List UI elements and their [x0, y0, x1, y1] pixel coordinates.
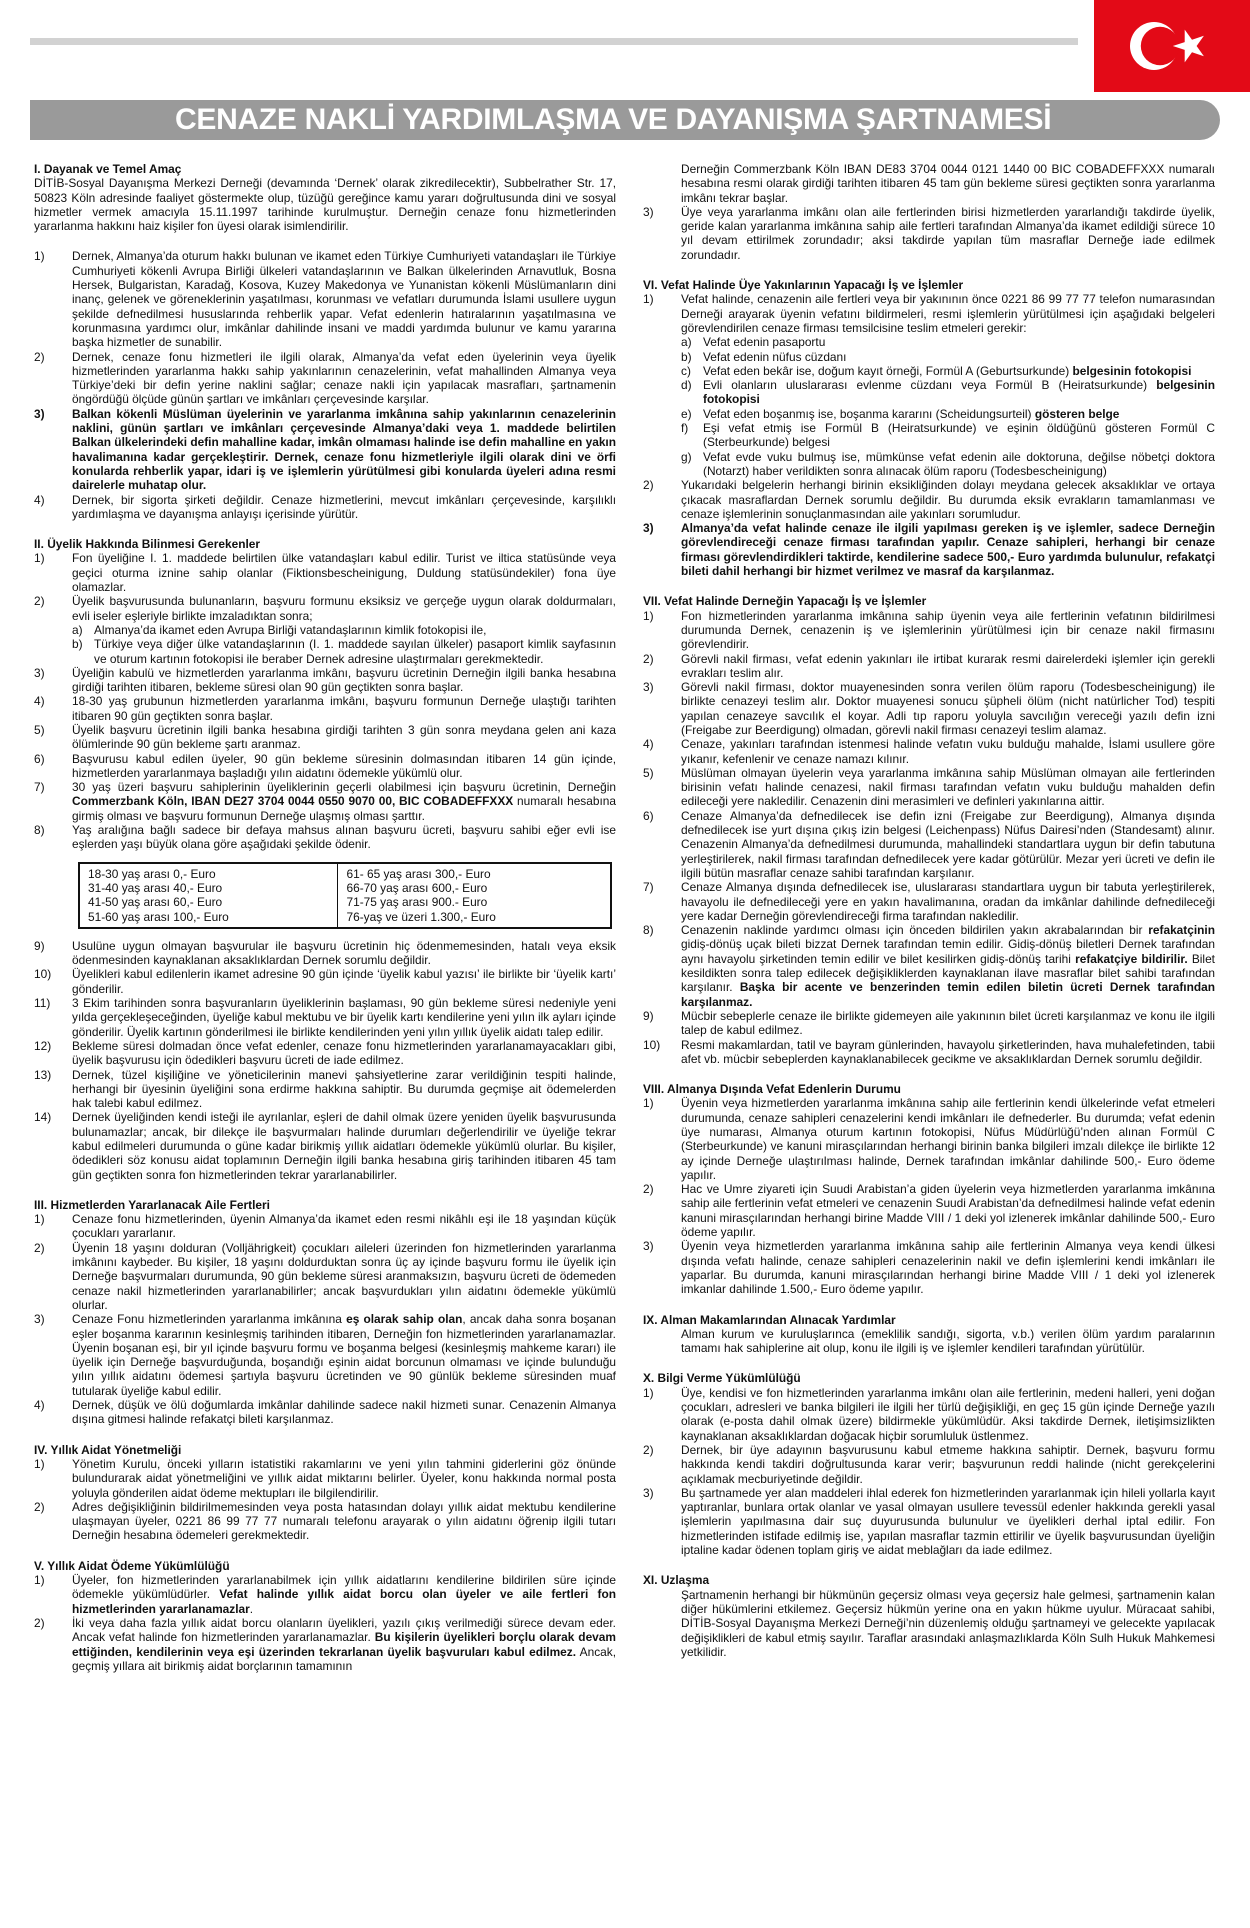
- page-title: CENAZE NAKLİ YARDIMLAŞMA VE DAYANIŞMA ŞARTNAMESİ: [175, 103, 1052, 136]
- sub-list: [34, 623, 616, 666]
- list-item: 1) Üyenin veya hizmetlerden yararlanma imkânına sahip aile fertlerinin kendi ülkelerinde vefat etmeleri durumunda, cenaze sahipleri cenazelerini kendi imkânları ile defnederler. Bu durumda; vefat edenin üye numarası, Almanya oturum kartının fotokopisi, Nüfus Müdürlüğü’nden alınan Formül C (Sterbeurkunde) ve kanuni mirasçılarından herhangi birinin banka bilgileri imzalı dilekçe ile birlikte 12 ay içinde Derneğe ulaştırılması halinde, Dernek tarafından imkânlar dahilinde 500,- Euro ödeme yapılır.: [643, 1096, 1215, 1182]
- list-item: 1) Üye, kendisi ve fon hizmetlerinden yararlanma imkânı olan aile fertlerinin, medeni halleri, yeni doğan çocukları, adresleri ve banka bilgileri ile ilgili her türlü değişikliği, en geç 15 gün içinde Derneğe yazılı olarak (e-posta dahil olmak üzere) bildirmekle yükümlüdür. Aksi takdirde Dernek, iletişimsizlikten kaynaklanan aksaklıklardan doğacak hiçbir sorumluluk üstlenmez.: [643, 1385, 1215, 1443]
- sub-list: [643, 335, 1215, 478]
- list-item-continued: Derneğin Commerzbank Köln IBAN DE83 3704 0044 0121 1440 00 BIC COBADEFFXXX numaralı hesabına resmi olarak girdiği tarihten itibaren 45 tam gün bekleme süresi geçtikten sonra yararlanma imkânı tekrar başlar.: [681, 162, 1215, 205]
- list-item: 4) 18-30 yaş grubunun hizmetlerden yararlanma imkânı, başvuru formunun Derneğe ulaştığı tarihten itibaren 90 gün geçtikten sonra başlar.: [34, 694, 616, 723]
- list-item: 3) Üyeliğin kabulü ve hizmetlerden yararlanma imkânı, başvuru ücretinin Derneğin ilgili banka hesabına girdiği tarihten itibaren, bekleme süresi olan 90 gün geçtikten sonra başlar.: [34, 665, 616, 695]
- section-title: X. Bilgi Verme Yükümlülüğü: [643, 1371, 801, 1386]
- section-title: IV. Yıllık Aidat Yönetmeliği: [34, 1442, 182, 1457]
- sub-item: c) Vefat eden bekâr ise, doğum kayıt örneği, Formül A (Geburtsurkunde) belgesinin fotokopisi: [681, 363, 1192, 378]
- list-item: 14) Dernek üyeliğinden kendi isteği ile ayrılanlar, eşleri de dahil olmak üzere yeniden üyelik başvurusunda bulunamazlar; ancak, bir dilekçe ile başvurmaları halinde durumları değerlendirilir ve üyeliğe tekrar kabul edilmeleri durumunda o güne kadar birikmiş yıllık aidatları ödemekle yükümlü olurlar. Bu kişiler, ödedikleri söz konusu aidat toplamının Derneğin ilgili banka hesabına giriş tarihinden itibaren 45 tam gün geçtikten sonra fon hizmetlerinden tekrar yararlanabilirler.: [34, 1110, 616, 1182]
- section-title: VI. Vefat Halinde Üye Yakınlarının Yapacağı İş ve İşlemler: [643, 278, 964, 293]
- list-item: 5) Müslüman olmayan üyelerin veya yararlanma imkânına sahip Müslüman olmayan aile fertlerinden birisinin vefatı halinde cenazesi, nakil firması tarafından vefatın vuku bulduğu mahalden defin edileceği yere nakledilir. Cenazenin dini merasimleri ve definleri yakınlarına aittir.: [643, 765, 1215, 809]
- fee-column-right: 61- 65 yaş arası 300,- Euro 66-70 yaş arası 600,- Euro 71-75 yaş arası 900.- Euro 76-yaş ve üzeri 1.300,- Euro: [338, 863, 611, 928]
- list-item: 7) Cenaze Almanya dışında defnedilecek ise, uluslararası standartlara uygun bir tabuta yerleştirilerek, havayolu ile defnedileceği yere en yakın havalimanına, oradan da imkânlar dahilinde defnedileceği yere kadar Derneğin görevlendireceği firma tarafından nakledilir.: [643, 880, 1215, 923]
- list-item: 13) Dernek, tüzel kişiliğine ve yöneticilerinin manevi şahsiyetlerine zarar verildiğinin tespiti halinde, herhangi bir üyesinin üyeliğini sona erdirme hakkına sahiptir. Bu durumda geçmişe ait ödemelerden hak talebi kabul edilmez.: [34, 1067, 616, 1111]
- list-item: 12) Bekleme süresi dolmadan önce vefat edenler, cenaze fonu hizmetlerinden yararlanamayacakları gibi, üyelik başvurusu için ödedikleri başvuru ücreti de iade edilmez.: [34, 1038, 616, 1068]
- list-item: 11) 3 Ekim tarihinden sonra başvuranların üyeliklerinin başlaması, 90 gün bekleme süresi nedeniyle yeni yılda gerçekleşeceğinden, üyeliğe kabul mektubu ve bir üyelik kartı kendilerine yeni yılın ilk ayları içinde gönderilir. Üyelik kartının gönderilmesi ile birlikte kendilerinden yeni yılın yıllık üyelik aidatı talep edilir.: [34, 996, 616, 1039]
- right-column: [643, 162, 1215, 1659]
- list-item: 10) Resmi makamlardan, tatil ve bayram günlerinden, havayolu şirketlerinden, hava muhalefetinden, tabii afet vb. mücbir sebeplerden kaynaklanabilecek gecikme ve aksaklıklardan Dernek sorumlu değildir.: [643, 1037, 1215, 1066]
- list-item: 3) Görevli nakil firması, doktor muayenesinden sonra verilen ölüm raporu (Todesbescheinigung) ile birlikte cenazeyi teslim alır. Doktor muayenesi sonucu şüpheli ölüm (nicht natürlicher Tod) tespiti yapılan cenazeye savcılık el koyar. Adli tıp raporu yoluyla savcılığın vereceği yazılı defin izni (Freigabe zur Beerdigung) olmadan, görevli nakil firması cenazeyi teslim alamaz.: [643, 680, 1215, 737]
- section-title: XI. Uzlaşma: [643, 1573, 710, 1588]
- section-title: III. Hizmetlerden Yararlanacak Aile Fertleri: [34, 1197, 270, 1212]
- left-column: [34, 162, 616, 1673]
- sub-item: b) Vefat edenin nüfus cüzdanı: [681, 349, 847, 364]
- list-item: 3) Üyenin veya hizmetlerden yararlanma imkânına sahip aile fertlerinin Almanya veya kendi ülkesi dışında vefatı halinde, cenaze sahipleri cenazelerinin nakil ve defin işlemlerini kendi imkânları ile yaparlar. Bu durumda, kanuni mirasçılarından herhangi birine Madde VIII / 1 deki yol izlenerek imkanlar dahilinde 1.500,- Euro ödeme yapılır.: [643, 1239, 1215, 1297]
- list-item: 2) Adres değişikliğinin bildirilmemesinden veya posta hatasından dolayı yıllık aidat mektubu kendilerine ulaşmayan üyeler, 0221 86 99 77 77 numaralı telefonu arayarak o yılın aidatını öğrenip ilgili tutarı Derneğin hesabına ödemeleri gerekmektedir.: [34, 1499, 616, 1543]
- list-item: 3) Bu şartnamede yer alan maddeleri ihlal ederek fon hizmetlerinden yararlanmak için hileli yollarla kayıt yaptıranlar, bunlara ortak olanlar ve yasal olmayan usullere tevessül edenler hakkında gerekli yasal işlemlerin yapılmasına dair suç duyurusunda bulunulur ve üyelikleri derhal iptal edilir. Fon hizmetlerinden istifade edilmiş ise, yapılan masraflar tazmin ettirilir ve üyelik başvurusundan üyeliğin iptaline kadar ödenen toplam giriş ve aidat meblağları da iade edilmez.: [643, 1485, 1215, 1558]
- sub-item: b) Türkiye veya diğer ülke vatandaşlarının (I. 1. maddede sayılan ülkeler) pasaport kimlik sayfasının ve oturum kartının fotokopisi ile beraber Dernek adresine ulaştırmaları gerekmektedir.: [72, 637, 616, 666]
- top-rule: [30, 38, 1078, 45]
- list-item: 8) Yaş aralığına bağlı sadece bir defaya mahsus alınan başvuru ücreti, başvuru sahibi eğer evli ise eşlerden yaşı büyük olana göre aşağıdaki şekilde ödenir.: [34, 823, 616, 852]
- sub-item: f) Eşi vefat etmiş ise Formül B (Heiratsurkunde) ve eşinin öldüğünü gösteren Formül C (Sterbeurkunde) belgesi: [681, 421, 1215, 450]
- list-item: 2) İki veya daha fazla yıllık aidat borcu olanların üyelikleri, yazılı çıkış verilmediği sürece devam eder. Ancak vefat halinde fon hizmetlerinden yararlanamazlar. Bu kişilerin üyelikleri borçlu olarak devam ettiğinden, kendilerinin veya eşi üzerinden tekrarlanan üyelik başvuruları kabul edilmez. Ancak, geçmiş yıllara ait birikmiş aidat borçlarının tamamının: [34, 1615, 616, 1673]
- turkish-flag-icon: [1094, 0, 1250, 92]
- list-item: 5) Üyelik başvuru ücretinin ilgili banka hesabına girdiği tarihten 3 gün sonra meydana gelen ani kaza ölümlerinde 90 gün bekleme şartı aranmaz.: [34, 722, 616, 752]
- section-title: VIII. Almanya Dışında Vefat Edenlerin Durumu: [643, 1082, 901, 1097]
- list-item: 2) Dernek, bir üye adayının başvurusunu kabul etmeme hakkına sahiptir. Dernek, başvuru formu hakkında kendi takdiri doğrultusunda karar verir; başvurunun reddi halinde (nicht gerekçelerini açıklamak mecburiyetinde değildir.: [643, 1442, 1215, 1486]
- fee-table: [78, 862, 612, 929]
- list-item: 1) Üyeler, fon hizmetlerinden yararlanabilmek için yıllık aidatlarını kendilerine bildirilen süre içinde ödemekle yükümlüdürler. Vefat halinde yıllık aidat borcu olan üyeler ve aile fertleri fon hizmetlerinden yararlanamazlar.: [34, 1573, 616, 1616]
- list-item: 2) Üyenin 18 yaşını dolduran (Volljährigkeit) çocukları aileleri üzerinden fon hizmetlerinden yararlanma imkânını kaybeder. Bu kişiler, 18 yaşını doldurduktan sonra üç ay içinde başvuru formu ile üyelik için Derneğe başvurmaları durumunda, 90 gün bekleme süresi aranmaksızın, başvuru ücreti de ödemeden cenaze nakil hizmetlerinden yararlanabilirler; ancak başvurdukları yılın aidatını ödemekle yükümlü olurlar.: [34, 1240, 616, 1312]
- list-item: 2) Hac ve Umre ziyareti için Suudi Arabistan’a giden üyelerin veya hizmetlerden yararlanma imkânına sahip aile fertlerinin vefat etmeleri ve cenazenin Suudi Arabistan’da defnedilmesi halinde vefat edenin kanuni mirasçılarından herhangi birine Madde VIII / 1 deki yol izlenerek imkânlar dahilinde 500,- Euro ödeme yapılır.: [643, 1182, 1215, 1240]
- sub-item: e) Vefat eden boşanmış ise, boşanma kararını (Scheidungsurteil) gösteren belge: [681, 406, 1120, 421]
- list-item: 3) Üye veya yararlanma imkânı olan aile fertlerinden birisi hizmetlerden yararlandığı takdirde üyelik, geride kalan yararlanma imkânına sahip aile fertleri tarafından Almanya’da ikamet edildiği sürece 10 yıl devam ettirilmek zorundadır; aksi takdirde yapılan tüm masraflar Derneğe iade edilmek zorundadır.: [643, 204, 1215, 262]
- paragraph: DİTİB-Sosyal Dayanışma Merkezi Derneği (devamında ‘Dernek’ olarak zikredilecektir), Subbelrather Str. 17, 50823 Köln adresinde faaliyet göstermekte olup, tüzüğü gereğince kamu yararı doğrultusunda dini ve sosyal hizmetler vermek amacıyla 15.11.1997 tarihinde kurulmuştur. Derneğin cenaze fonu hizmetlerinden yararlanma hakkını haiz kişiler fon üyesi olarak isimlendirilir.: [34, 176, 616, 234]
- list-item: 2) Görevli nakil firması, vefat edenin yakınları ile irtibat kurarak resmi dairelerdeki işlemler için gerekli evrakları teslim alır.: [643, 651, 1215, 680]
- section-title: I. Dayanak ve Temel Amaç: [34, 162, 182, 176]
- section-title: II. Üyelik Hakkında Bilinmesi Gerekenler: [34, 537, 261, 552]
- list-item: 1) Fon üyeliğine I. 1. maddede belirtilen ülke vatandaşları kabul edilir. Turist ve iltica statüsünde veya geçici oturma iznine sahip olanlar (Fiktionsbescheinigung, Duldung statüsündekiler) fona üye olamazlar.: [34, 551, 616, 595]
- list-item: 3) Cenaze Fonu hizmetlerinden yararlanma imkânına eş olarak sahip olan, ancak daha sonra boşanan eşler boşanma kararının kesinleşmiş tarihinden itibaren, Derneğin fon hizmetlerinden yararlanamazlar. Üyenin boşanan eşi, bir yıl içinde başvuru formu ve boşanma belgesi (kesinleşmiş mahkeme kararı) ile üyelik için Derneğe başvurduğunda, boşandığı eşinin aidat borcunun olmaması ve içinde bulunduğu yılın yıllık aidatını ödemesi şartıyla başvuru ücretinden ve 90 günlük bekleme süresinden muaf tutularak üyeliğe kabul edilir.: [34, 1312, 616, 1398]
- list-item: 7) 30 yaş üzeri başvuru sahiplerinin üyeliklerinin geçerli olabilmesi için başvuru ücretinin, Derneğin Commerzbank Köln, IBAN DE27 3704 0044 0550 9070 00, BIC COBADEFFXXX numaralı hesabına girmiş olması ve başvuru formunun Derneğe ulaşmış olması şarttır.: [34, 780, 617, 823]
- list-item: 1) Cenaze fonu hizmetlerinden, üyenin Almanya’da ikamet eden resmi nikâhlı eşi ile 18 yaşından küçük çocukları yararlanır.: [34, 1212, 616, 1241]
- section-title: VII. Vefat Halinde Derneğin Yapacağı İş ve İşlemler: [643, 594, 927, 609]
- list-item: 1) Fon hizmetlerinden yararlanma imkânına sahip üyenin veya aile fertlerinin vefatının bildirilmesi durumunda Dernek, cenazenin iş ve işlemlerinin yürütülmesi için bir cenaze nakil firmasını görevlendirir.: [643, 608, 1215, 652]
- sub-item: a) Vefat edenin pasaportu: [681, 335, 826, 350]
- fee-column-left: 18-30 yaş arası 0,- Euro 31-40 yaş arası 40,- Euro 41-50 yaş arası 60,- Euro 51-60 yaş arası 100,- Euro: [79, 863, 338, 928]
- sub-item: d) Evli olanların uluslararası evlenme cüzdanı veya Formül B (Heiratsurkunde) belgesinin fotokopisi: [681, 378, 1215, 407]
- paragraph: Alman kurum ve kuruluşlarınca (emeklilik sandığı, sigorta, v.b.) verilen ölüm yardım paralarının tamamı hak sahiplerine ait olup, konu ile ilgili iş ve işlemler kendileri tarafından yürütülür.: [681, 1326, 1215, 1356]
- list-item: 1) Vefat halinde, cenazenin aile fertleri veya bir yakınının önce 0221 86 99 77 77 telefon numarasından Derneği arayarak üyenin vefatını bildirmeleri, resmi işlemlerin yürütülmesi için aşağıdaki belgeleri görevlendirilen cenaze firması temsilcisine teslim etmeleri gerekir:: [643, 292, 1215, 335]
- list-item: 3) Balkan kökenli Müslüman üyelerinin ve yararlanma imkânına sahip yakınlarının cenazelerinin naklini, günün şartları ve imkânları çerçevesinde Almanya’daki veya 1. maddede belirtilen Balkan ülkelerindeki defin mahalline kadar, imkân olmaması halinde ise defin mahalline en yakın havalimanına kadar gerçekleştirir. Dernek, cenaze fonu hizmetleriyle ilgili olarak dini ve örfi konularda rehberlik yapar, idari iş ve işlemlerin yürütülmesi gibi konularda üyeleri adına resmi dairelerle muhatap olur.: [34, 406, 616, 493]
- list-item: 4) Cenaze, yakınları tarafından istenmesi halinde vefatın vuku bulduğu mahalde, İslami usullere göre yıkanır, kefenlenir ve cenaze namazı kılınır.: [643, 737, 1215, 766]
- list-item: 4) Dernek, bir sigorta şirketi değildir. Cenaze hizmetlerini, mevcut imkânları çerçevesinde, karşılıklı yardımlaşma ve dayanışma anlayışı içerisinde yürütür.: [34, 492, 616, 521]
- section-title: V. Yıllık Aidat Ödeme Yükümlülüğü: [34, 1558, 230, 1573]
- list-item: 2) Yukarıdaki belgelerin herhangi birinin eksikliğinden dolayı meydana gelecek aksaklıklar ve ortaya çıkacak masraflardan Dernek sorumlu değildir. Bu durumda eksik evrakların tamamlanması ve cenaze işlemlerinin sonuçlanmasından aile yakınları sorumludur.: [643, 478, 1215, 521]
- list-item: 2) Dernek, cenaze fonu hizmetleri ile ilgili olarak, Almanya’da vefat eden üyelerinin veya üyelik hizmetlerinden yararlanma hakkı sahip yakınlarının cenazelerinin, vefat mahallinden Almanya veya Türkiye’deki bir defin yerine naklini sağlar; cenaze nakli için yapılacak masrafları, şartnamenin öngördüğü ölçüde günün şartları ve imkânları çerçevesinde karşılar.: [34, 349, 616, 407]
- list-item: 1) Yönetim Kurulu, önceki yılların istatistiki rakamlarını ve yeni yılın tahmini giderlerini göz önünde bulundurarak aidat yönetmeliğini ve yıllık aidat miktarını belirler. Üyeler, konu hakkında normal posta yoluyla gönderilen aidat ödeme mektupları ile bilgilendirilir.: [34, 1456, 616, 1500]
- list-item: 6) Başvurusu kabul edilen üyeler, 90 gün bekleme süresinin dolmasından itibaren 14 gün içinde, hizmetlerden yararlanmaya başladığı yılın aidatını ödemekle yükümlü olur.: [34, 751, 616, 780]
- list-item: 9) Mücbir sebeplerle cenaze ile birlikte gidemeyen aile yakınının bilet ücreti karşılanmaz ve konu ile ilgili talep de kabul edilmez.: [643, 1008, 1215, 1038]
- section-title: IX. Alman Makamlarından Alınacak Yardımlar: [643, 1312, 896, 1327]
- paragraph: Şartnamenin herhangi bir hükmünün geçersiz olması veya geçersiz hale gelmesi, şartnamenin kalan diğer hükümlerini etkilemez. Geçersiz hükmün yerine ona en yakın hükme uyulur. Müracaat sahibi, DİTİB-Sosyal Dayanışma Merkezi Derneği’nin düzenlemiş olduğu şartnameyi ve gelecekte yapılacak değişiklikleri de kabul etmiş sayılır. Taraflar arasındaki anlaşmazlıklarda Köln Sulh Hukuk Mahkemesi yetkilidir.: [681, 1587, 1215, 1659]
- title-banner: [30, 100, 1220, 140]
- sub-item: a) Almanya’da ikamet eden Avrupa Birliği vatandaşlarının kimlik fotokopisi ile,: [72, 622, 487, 637]
- list-item: 4) Dernek, düşük ve ölü doğumlarda imkânlar dahilinde sadece nakil hizmeti sunar. Cenazenin Almanya dışına gitmesi halinde refakatçi bileti karşılanmaz.: [34, 1398, 616, 1427]
- list-item: 3) Almanya’da vefat halinde cenaze ile ilgili yapılması gereken iş ve işlemler, sadece Derneğin görevlendireceği cenaze firması tarafından yapılır. Cenaze sahipleri, herhangi bir cenaze firması görevlendirdikleri taktirde, kendilerine sadece 500,- Euro yardımda bulunulur, refakatçi bileti dahil herhangi bir hizmet verilmez ve masraf da karşılanmaz.: [643, 521, 1215, 579]
- sub-item: g) Vefat evde vuku bulmuş ise, mümkünse vefat edenin aile doktoruna, değilse nöbetçi doktora (Notarzt) haber verildikten sonra alınacak ölüm raporu (Todesbescheinigung): [681, 449, 1215, 478]
- list-item: 10) Üyelikleri kabul edilenlerin ikamet adresine 90 gün içinde ‘üyelik kabul yazısı’ ile birlikte bir ‘üyelik kartı’ gönderilir.: [34, 967, 616, 996]
- list-item: 8) Cenazenin naklinde yardımcı olması için önceden bildirilen yakın akrabalarından bir refakatçinin gidiş-dönüş uçak bileti bizzat Dernek tarafından temin edilir. Gidiş-dönüş biletleri Dernek tarafından aynı havayolu şirketinden temin edilir ve bilet kesilirken gidiş-dönüş tarihi refakatçiye bildirilir. Bilet kesildikten sonra talep edilecek değişikliklerden kaynaklanan ilave masraflar bilet sahibi tarafından karşılanır. Başka bir acente ve benzerinden temin edilen biletin ücreti Dernek tarafından karşılanmaz.: [643, 923, 1215, 1009]
- list-item: 1) Dernek, Almanya’da oturum hakkı bulunan ve ikamet eden Türkiye Cumhuriyeti vatandaşları ile Türkiye Cumhuriyeti kökenli Avrupa Birliği ülkeleri vatandaşlarının ve Balkan ülkelerinden Arnavutluk, Bosna Hersek, Bulgaristan, Karadağ, Kosova, Kuzey Makedonya ve Yunanistan kökenli Müslümanların dini inanç, gelenek ve göreneklerinin yaşatılması, korunması ve vefatları durumunda İslami usullere uygun şekilde defnedilmesi hususlarında rehberlik yapar. Vefat edenlerin hatıralarının yaşatılmasına ve korunmasına yardımcı olur, imkânlar dahilinde insani ve maddi yardımda bulunur ve kamu yararına başka hizmetler de sunabilir.: [34, 249, 616, 350]
- list-item: 2) Üyelik başvurusunda bulunanların, başvuru formunu eksiksiz ve gerçeğe uygun olarak doldurmaları, evli iseler eşleriyle birlikte imzaladıktan sonra;: [34, 594, 616, 623]
- list-item: 6) Cenaze Almanya’da defnedilecek ise defin izni (Freigabe zur Beerdigung), Almanya dışında defnedilecek ise yurt dışına çıkış izin belgesi (Leichenpass) Nüfus Dairesi’nden (Standesamt) alınır. Cenazenin Almanya’da defnedilmesi durumunda, mahallindeki standartlara uygun bir defin tabutuna yerleştirilerek, nakil firması tarafından defnedilecek yere kadar götürülür. Mezar yeri ücreti ve defin ile ilgili bütün masraflar cenaze sahibi tarafından karşılanır.: [643, 808, 1215, 880]
- list-item: 9) Usulüne uygun olmayan başvurular ile başvuru ücretinin hiç ödenmemesinden, hatalı veya eksik ödenmesinden kaynaklanan aksaklıklardan Dernek sorumlu değildir.: [34, 938, 616, 968]
